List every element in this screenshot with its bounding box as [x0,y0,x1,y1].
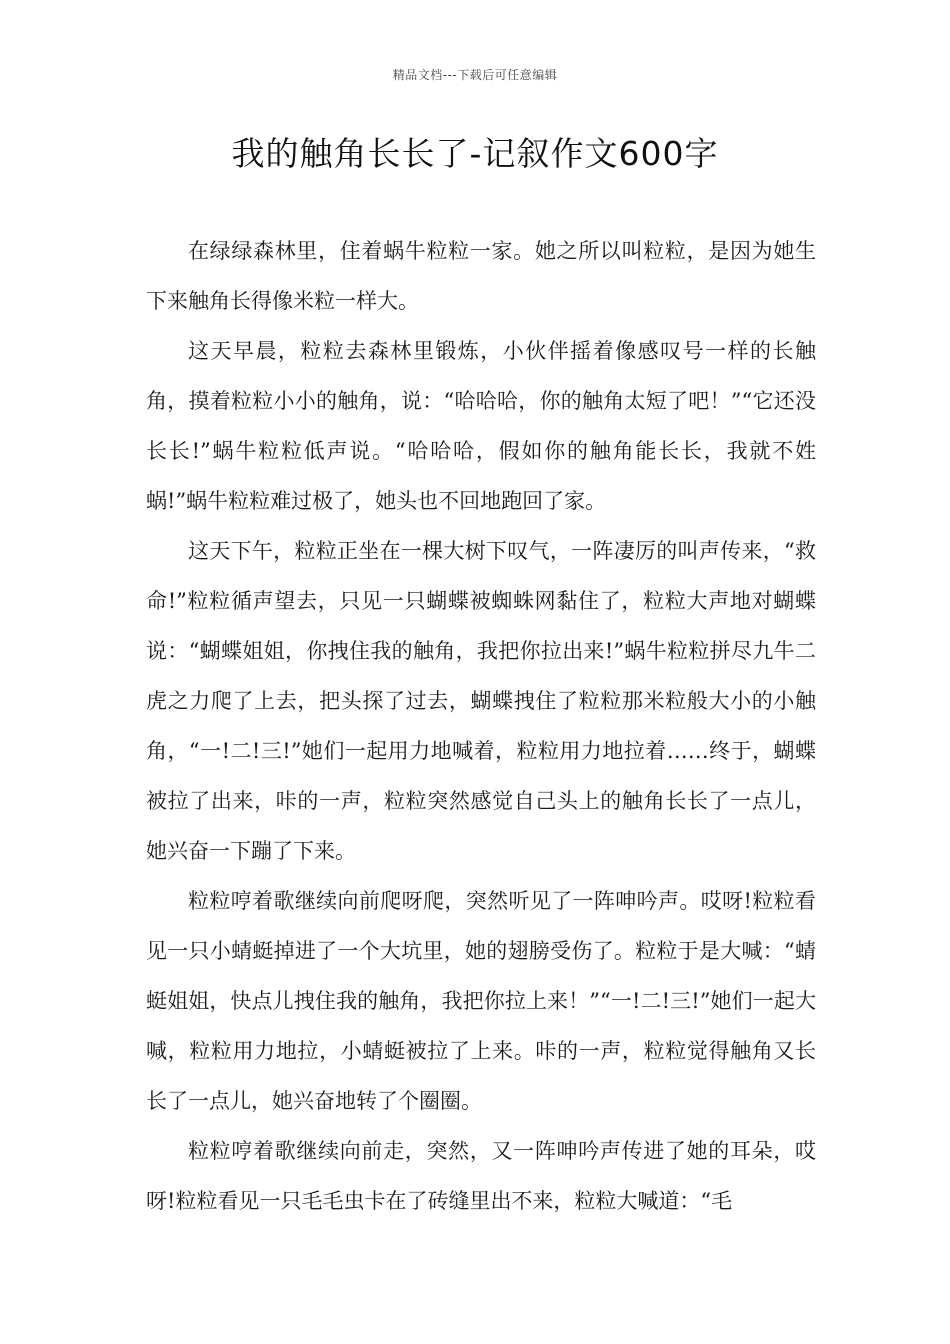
paragraph: 这天下午，粒粒正坐在一棵大树下叹气，一阵凄厉的叫声传来，“救命!”粒粒循声望去，只见一只蝴蝶被蜘蛛网黏住了，粒粒大声地对蝴蝶说：“蝴蝶姐姐，你拽住我的触角，我把你拉出来!”蜗牛粒粒拼尽九牛二虎之力爬了上去，把头探了过去，蝴蝶拽住了粒粒那米粒般大小的小触角，“一!二!三!”她们一起用力地喊着，粒粒用力地拉着……终于，蝴蝶被拉了出来，咔的一声，粒粒突然感觉自己头上的触角长长了一点儿，她兴奋一下蹦了下来。 [146,539,816,863]
paragraph: 在绿绿森林里，住着蜗牛粒粒一家。她之所以叫粒粒，是因为她生下来触角长得像米粒一样大。 [146,239,816,313]
paragraph: 粒粒哼着歌继续向前爬呀爬，突然听见了一阵呻吟声。哎呀!粒粒看见一只小蜻蜓掉进了一个大坑里，她的翅膀受伤了。粒粒于是大喊：“蜻蜓姐姐，快点儿拽住我的触角，我把你拉上来！”“一!二!三!”她们一起大喊，粒粒用力地拉，小蜻蜓被拉了上来。咔的一声，粒粒觉得触角又长长了一点儿，她兴奋地转了个圈圈。 [146,889,816,1113]
document-body [146,226,816,1226]
paragraph: 粒粒哼着歌继续向前走，突然，又一阵呻吟声传进了她的耳朵，哎呀!粒粒看见一只毛毛虫卡在了砖缝里出不来，粒粒大喊道：“毛 [146,1139,816,1213]
header-note: 精品文档---下载后可任意编辑 [392,68,558,82]
paragraph: 这天早晨，粒粒去森林里锻炼，小伙伴摇着像感叹号一样的长触角，摸着粒粒小小的触角，说：“哈哈哈，你的触角太短了吧！”“它还没长长!”蜗牛粒粒低声说。“哈哈哈，假如你的触角能长长，我就不姓蜗!”蜗牛粒粒难过极了，她头也不回地跑回了家。 [146,339,816,513]
document-title: 我的触角长长了-记叙作文600字 [231,134,719,173]
